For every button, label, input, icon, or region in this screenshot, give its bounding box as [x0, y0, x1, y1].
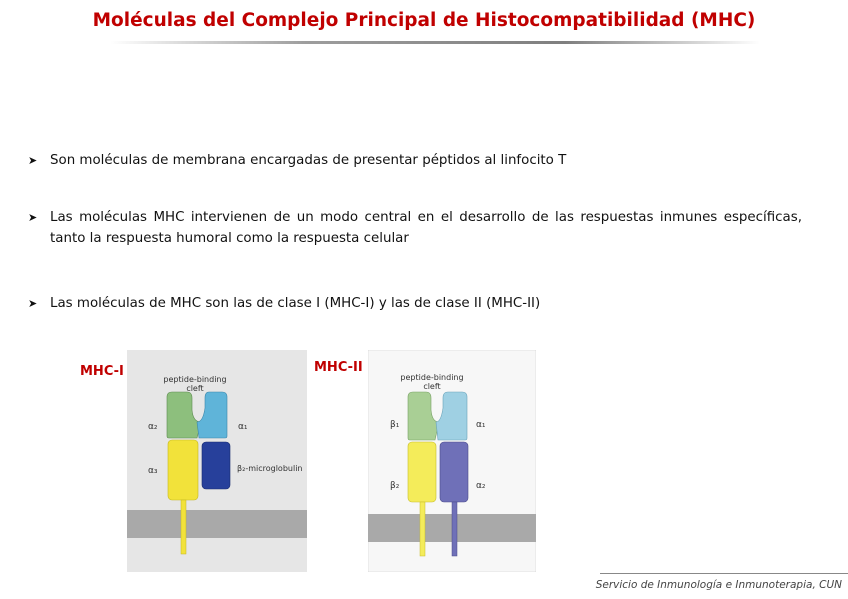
bullet-text: Las moléculas de MHC son las de clase I (MHC-I) y las de clase II (MHC-II) [50, 296, 541, 311]
beta-transmembrane-stalk [420, 502, 425, 556]
bullet-item [28, 207, 802, 249]
arrow-right-icon: ➤ [28, 297, 38, 310]
bullet-item [28, 150, 802, 171]
beta2-domain [408, 442, 436, 502]
transmembrane-stalk [181, 500, 186, 554]
arrow-right-icon: ➤ [28, 211, 38, 224]
slide-title: Moléculas del Complejo Principal de Histocompatibilidad (MHC) [92, 10, 756, 31]
b2-microglobulin-domain [202, 442, 230, 489]
bullet-text: Las moléculas MHC intervienen de un modo central en el desarrollo de las respuestas inmunes específicas, tanto la respuesta humoral como la respuesta celular [50, 210, 802, 246]
alpha2-label: α₂ [148, 422, 158, 432]
mhc1-diagram [127, 350, 307, 572]
beta1-label: β₁ [390, 420, 400, 430]
mhc2-diagram [368, 350, 536, 572]
bullet-item [28, 293, 802, 314]
mhc2-label: MHC-II [314, 360, 363, 375]
alpha1-label: α₁ [238, 422, 248, 432]
footer-credit: Servicio de Inmunología e Inmunoterapia, CUN [595, 579, 842, 591]
alpha1-label: α₁ [476, 420, 486, 430]
alpha-transmembrane-stalk [452, 502, 457, 556]
alpha2-label: α₂ [476, 481, 486, 491]
footer-rule [600, 573, 848, 574]
alpha3-label: α₃ [148, 466, 158, 476]
title-underline [110, 41, 760, 44]
bullet-text: Son moléculas de membrana encargadas de presentar péptidos al linfocito T [50, 153, 567, 168]
alpha3-domain [168, 440, 198, 500]
beta2-label: β₂ [390, 481, 400, 491]
cleft-label-line1: peptide-binding [163, 375, 227, 384]
cleft-label-line1: peptide-binding [400, 373, 464, 382]
b2m-label: β₂-microglobulin [237, 464, 303, 473]
cleft-label-line2: cleft [186, 384, 204, 393]
cleft-label-line2: cleft [423, 382, 441, 391]
alpha2-domain [440, 442, 468, 502]
cell-membrane [127, 510, 307, 538]
arrow-right-icon: ➤ [28, 154, 38, 167]
mhc1-label: MHC-I [80, 364, 124, 379]
